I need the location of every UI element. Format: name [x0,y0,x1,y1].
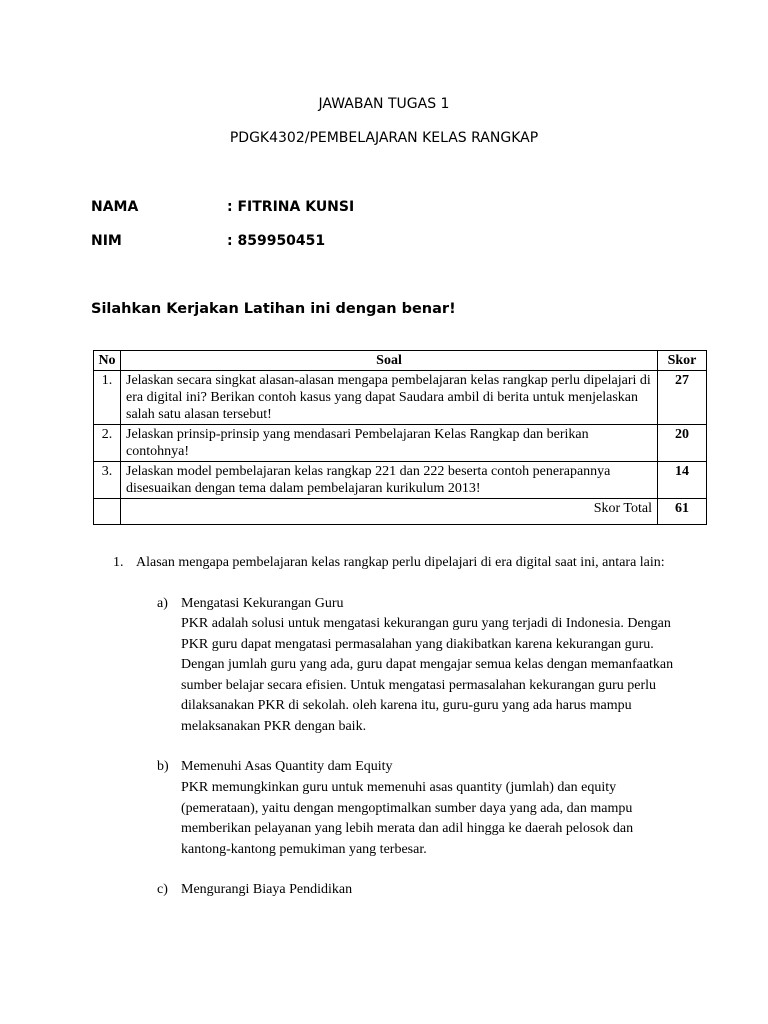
instruction-text: Silahkan Kerjakan Latihan ini dengan benar! [91,301,456,317]
row-score: 27 [658,371,707,425]
row-question: Jelaskan model pembelajaran kelas rangkap 221 dan 222 beserta contoh penerapannya disesuaikan dengan tema dalam pembelajaran kurikulum 2013! [121,462,658,499]
document-title: JAWABAN TUGAS 1 [318,96,450,112]
row-question: Jelaskan prinsip-prinsip yang mendasari Pembelajaran Kelas Rangkap dan berikan contohnya! [121,425,658,462]
row-number: 1. [94,371,121,425]
nim-label: NIM [91,233,122,249]
header-no: No [94,351,121,371]
item-paragraph: PKR adalah solusi untuk mengatasi kekurangan guru yang terjadi di Indonesia. Dengan PKR guru dapat mengatasi permasalahan yang diakibatkan karena kekurangan guru. Dengan jumlah guru yang ada, guru dapat mengajar semua kelas dengan memanfaatkan sumber belajar secara efisien. Untuk mengatasi permasalahan kekurangan guru perlu dilaksanakan PKR di sekolah. oleh karena itu, guru-guru yang ada harus mampu melaksanakan PKR dengan baik. [181,616,674,734]
header-skor: Skor [658,351,707,371]
item-marker: a) [157,596,168,611]
row-number: 3. [94,462,121,499]
item-heading: Mengurangi Biaya Pendidikan [181,882,353,897]
row-score: 14 [658,462,707,499]
table-total-row [94,499,707,525]
total-empty-cell [94,499,121,525]
table-header-row [94,351,707,371]
row-question: Jelaskan secara singkat alasan-alasan mengapa pembelajaran kelas rangkap perlu dipelajari di era digital ini? Berikan contoh kasus yang dapat Saudara ambil di berita untuk menjelaskan salah satu alasan tersebut! [121,371,658,425]
item-paragraph: PKR memungkinkan guru untuk memenuhi asas quantity (jumlah) dan equity (pemerataan), yaitu dengan mengoptimalkan sumber daya yang ada, dan mampu memberikan pelayanan yang lebih merata dan adil hingga ke daerah pelosok dan kantong-kantong pemukiman yang terbesar. [181,780,634,857]
row-number: 2. [94,425,121,462]
nim-value: : 859950451 [227,233,326,249]
answer-number: 1. [113,555,124,570]
table-row [94,462,707,499]
item-heading: Memenuhi Asas Quantity dam Equity [181,759,393,774]
row-score: 20 [658,425,707,462]
total-score: 61 [658,499,707,525]
header-soal: Soal [121,351,658,371]
name-value: : FITRINA KUNSI [227,199,355,215]
item-heading: Mengatasi Kekurangan Guru [181,596,344,611]
item-marker: b) [157,759,169,774]
answer-intro: Alasan mengapa pembelajaran kelas rangkap perlu dipelajari di era digital saat ini, antara lain: [136,555,665,570]
table-row [94,425,707,462]
table-row [94,371,707,425]
assignment-table [93,350,707,525]
item-marker: c) [157,882,168,897]
total-label: Skor Total [121,499,658,525]
course-title: PDGK4302/PEMBELAJARAN KELAS RANGKAP [229,130,539,146]
name-label: NAMA [91,199,139,215]
